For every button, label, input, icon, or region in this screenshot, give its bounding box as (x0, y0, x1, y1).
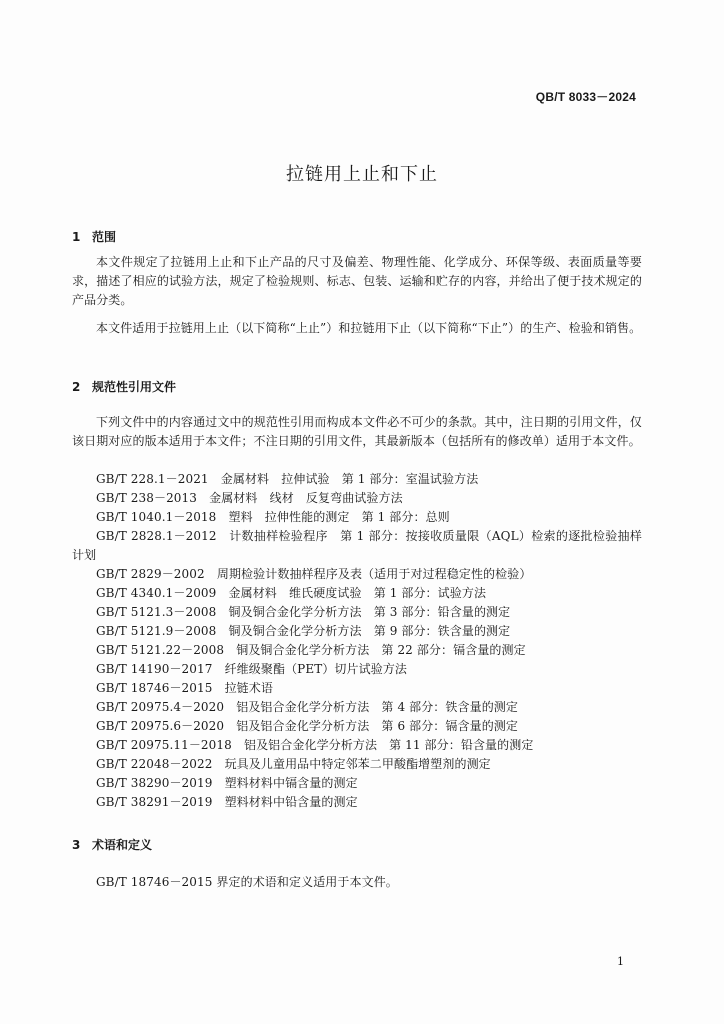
reference-item: GB/T 4340.1－2009 金属材料 维氏硬度试验 第 1 部分：试验方法 (96, 586, 487, 600)
reference-item: GB/T 5121.9－2008 铜及铜合金化学分析方法 第 9 部分：铁含量的测定 (96, 624, 511, 638)
section-3-heading (72, 836, 152, 853)
page-number: 1 (617, 955, 624, 968)
normative-references-list (72, 470, 642, 812)
section-2-title: 规范性引用文件 (92, 380, 177, 394)
section-1-paragraph-2: 本文件适用于拉链用上止（以下简称“上止”）和拉链用下止（以下简称“下止”）的生产、检验和销售。 (96, 321, 642, 335)
reference-item: GB/T 238－2013 金属材料 线材 反复弯曲试验方法 (96, 491, 403, 505)
section-2-number: 2 (72, 380, 81, 394)
reference-item: GB/T 38291－2019 塑料材料中铅含量的测定 (96, 795, 358, 809)
section-2-paragraph-1: 下列文件中的内容通过文中的规范性引用而构成本文件必不可少的条款。其中，注日期的引用文件，仅该日期对应的版本适用于本文件；不注日期的引用文件，其最新版本（包括所有的修改单）适用于本文件。 (72, 415, 642, 448)
standard-number: QB/T 8033－2024 (535, 90, 636, 104)
section-1-heading (72, 228, 116, 245)
section-3-paragraph-1: GB/T 18746－2015 界定的术语和定义适用于本文件。 (96, 875, 398, 889)
section-1-number: 1 (72, 230, 81, 244)
reference-item: GB/T 20975.11－2018 铝及铝合金化学分析方法 第 11 部分：铅含量的测定 (96, 738, 534, 752)
section-1-title: 范围 (92, 230, 117, 244)
reference-item: GB/T 2828.1－2012 计数抽样检验程序 第 1 部分：按接收质量限（AQL）检索的逐批检验抽样计划 (72, 529, 642, 562)
reference-item: GB/T 5121.3－2008 铜及铜合金化学分析方法 第 3 部分：铅含量的测定 (96, 605, 511, 619)
reference-item: GB/T 14190－2017 纤维级聚酯（PET）切片试验方法 (96, 662, 408, 676)
section-1-paragraph-1: 本文件规定了拉链用上止和下止产品的尺寸及偏差、物理性能、化学成分、环保等级、表面质量等要求，描述了相应的试验方法，规定了检验规则、标志、包装、运输和贮存的内容，并给出了便于技术规定的产品分类。 (72, 255, 642, 307)
reference-item: GB/T 228.1－2021 金属材料 拉伸试验 第 1 部分：室温试验方法 (96, 472, 479, 486)
reference-item: GB/T 22048－2022 玩具及儿童用品中特定邻苯二甲酸酯增塑剂的测定 (96, 757, 491, 771)
reference-item: GB/T 20975.6－2020 铝及铝合金化学分析方法 第 6 部分：镉含量的测定 (96, 719, 518, 733)
reference-item: GB/T 38290－2019 塑料材料中镉含量的测定 (96, 776, 358, 790)
section-2-heading (72, 378, 176, 395)
section-3-title: 术语和定义 (92, 838, 153, 852)
document-title: 拉链用上止和下止 (286, 164, 438, 185)
reference-item: GB/T 2829－2002 周期检验计数抽样程序及表（适用于对过程稳定性的检验） (96, 567, 532, 581)
reference-item: GB/T 5121.22－2008 铜及铜合金化学分析方法 第 22 部分：镉含量的测定 (96, 643, 526, 657)
reference-item: GB/T 18746－2015 拉链术语 (96, 681, 273, 695)
reference-item: GB/T 20975.4－2020 铝及铝合金化学分析方法 第 4 部分：铁含量的测定 (96, 700, 518, 714)
reference-item: GB/T 1040.1－2018 塑料 拉伸性能的测定 第 1 部分：总则 (96, 510, 450, 524)
section-3-number: 3 (72, 838, 81, 852)
